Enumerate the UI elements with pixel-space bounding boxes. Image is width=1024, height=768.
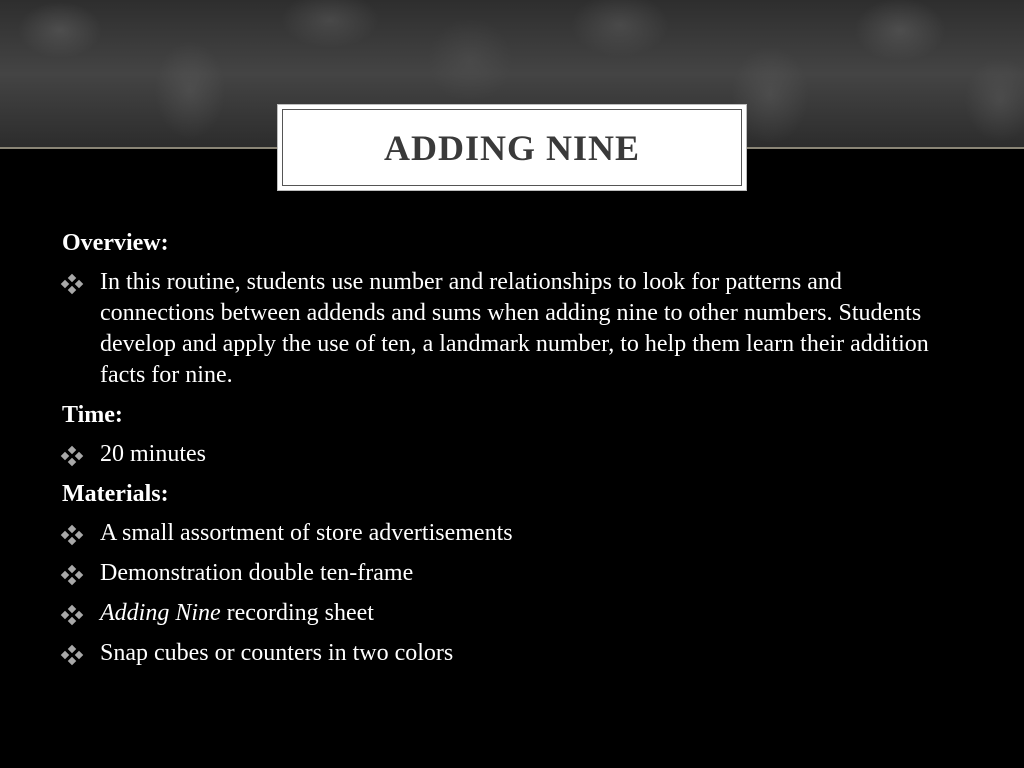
title-box <box>277 104 747 191</box>
title-frame <box>282 109 742 186</box>
material-text: Demonstration double ten-frame <box>100 560 414 586</box>
list-item <box>62 439 962 470</box>
overview-text: In this routine, students use number and relationships to look for patterns and connections between addends and sums when adding nine to other numbers. Students develop and apply the use of ten, a landmark number, to help them learn their addition facts for nine. <box>100 269 929 388</box>
material-text: Snap cubes or counters in two colors <box>100 640 454 666</box>
overview-heading: Overview: <box>62 230 169 256</box>
list-item <box>62 598 962 629</box>
time-heading: Time: <box>62 402 123 428</box>
diamond-bullet-icon <box>62 566 82 582</box>
diamond-bullet-icon <box>62 606 82 622</box>
material-text: recording sheet <box>220 600 374 626</box>
time-text: 20 minutes <box>100 441 206 467</box>
diamond-bullet-icon <box>62 447 82 463</box>
diamond-bullet-icon <box>62 526 82 542</box>
diamond-bullet-icon <box>62 646 82 662</box>
materials-heading: Materials: <box>62 481 169 507</box>
list-item <box>62 267 962 391</box>
list-item <box>62 638 962 669</box>
material-text: A small assortment of store advertisements <box>100 520 513 546</box>
slide-body <box>62 228 962 678</box>
material-title-italic: Adding Nine <box>100 600 221 626</box>
list-item <box>62 558 962 589</box>
list-item <box>62 518 962 549</box>
slide-title: ADDING NINE <box>383 127 641 168</box>
diamond-bullet-icon <box>62 275 82 291</box>
